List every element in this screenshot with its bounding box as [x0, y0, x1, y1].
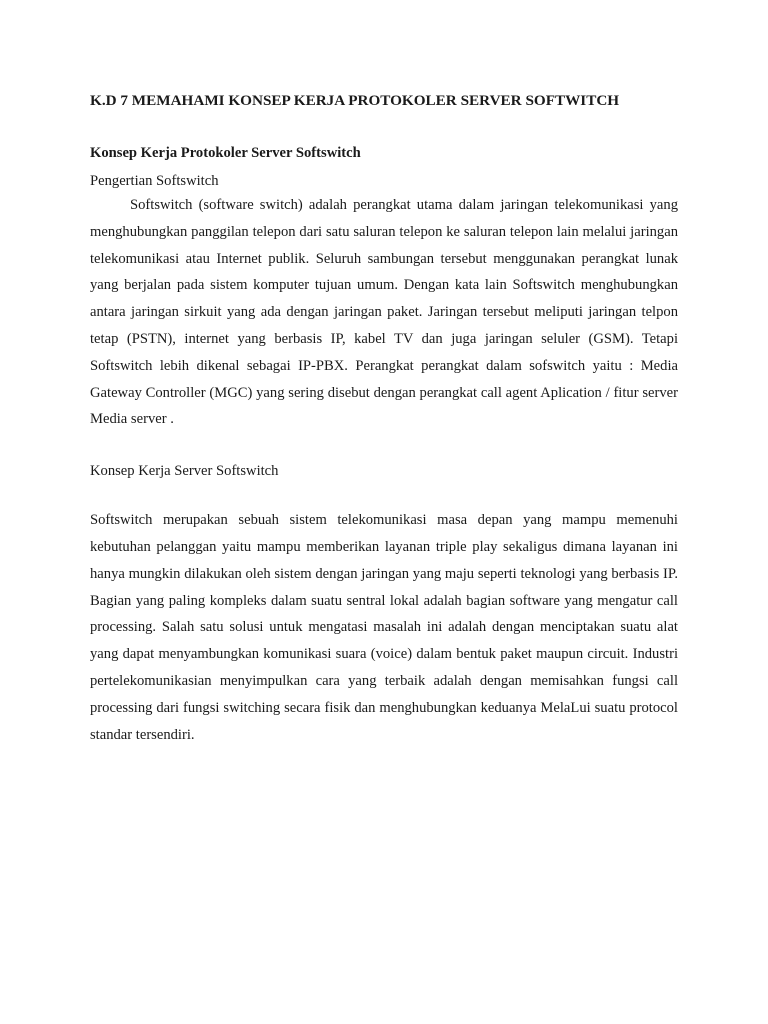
section-heading: Konsep Kerja Protokoler Server Softswitch	[90, 145, 361, 161]
paragraph-pengertian: Softswitch (software switch) adalah perangkat utama dalam jaringan telekomunikasi yang menghubungkan panggilan telepon dari satu saluran telepon ke saluran telepon lain melalui jaringan telekomunikasi atau Internet publik. Seluruh sambungan tersebut menggunakan perangkat lunak yang berjalan pada sistem komputer tujuan umum. Dengan kata lain Softswitch menghubungkan antara jaringan sirkuit yang ada dengan jaringan paket. Jaringan tersebut meliputi jaringan telpon tetap (PSTN), internet yang berbasis IP, kabel TV dan juga jaringan seluler (GSM). Tetapi Softswitch lebih dikenal sebagai IP-PBX. Perangkat perangkat dalam sofswitch yaitu : Media Gateway Controller (MGC) yang sering disebut dengan perangkat call agent Aplication / fitur server Media server .	[90, 197, 678, 428]
paragraph-konsep-kerja: Softswitch merupakan sebuah sistem telekomunikasi masa depan yang mampu memenuhi kebutuhan pelanggan yaitu mampu memberikan layanan triple play sekaligus dimana layanan ini hanya mungkin dilakukan oleh sistem dengan jaringan yang maju seperti teknologi yang berbasis IP. Bagian yang paling kompleks dalam suatu sentral lokal adalah bagian software yang mengatur call processing. Salah satu solusi untuk mengatasi masalah ini adalah dengan menciptakan suatu alat yang dapat menyambungkan komunikasi suara (voice) dalam bentuk paket maupun circuit. Industri pertelekomunikasian menyimpulkan cara yang terbaik adalah dengan memisahkan fungsi call processing dari fungsi switching secara fisik dan menghubungkan keduanya MelaLui suatu protocol standar tersendiri.	[90, 512, 678, 743]
document-title: K.D 7 MEMAHAMI KONSEP KERJA PROTOKOLER SERVER SOFTWITCH	[90, 92, 620, 109]
subheading-pengertian: Pengertian Softswitch	[90, 173, 219, 189]
document-page	[90, 90, 678, 748]
subheading-konsep-kerja: Konsep Kerja Server Softswitch	[90, 463, 279, 480]
